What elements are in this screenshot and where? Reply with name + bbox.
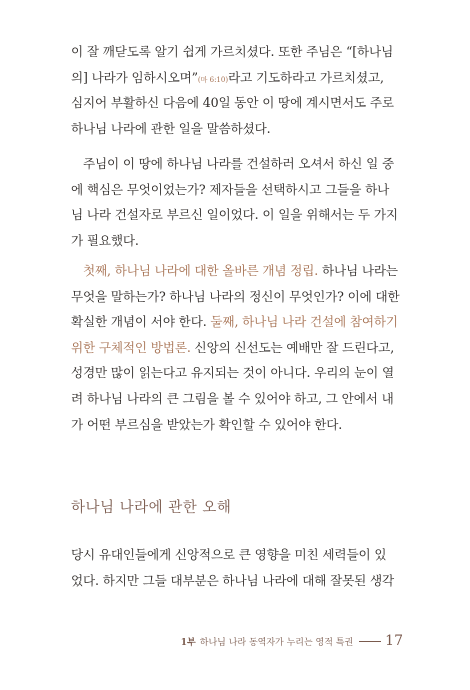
text-run: 신앙의 신선도는 예배만 잘 드린다고, bbox=[190, 339, 395, 355]
text-run: 의] 나라가 임하시오며” bbox=[71, 69, 198, 85]
text-line: 었다. 하지만 그들 대부분은 하나님 나라에 대해 잘못된 생각 bbox=[71, 572, 395, 588]
page-footer bbox=[181, 633, 403, 649]
paragraph-3 bbox=[71, 258, 403, 437]
footer-rule bbox=[359, 641, 381, 642]
text-line bbox=[71, 65, 403, 91]
paragraph-4 bbox=[71, 542, 403, 593]
text-line bbox=[71, 335, 403, 361]
text-line: 심지어 부활하신 다음에 40일 동안 이 땅에 계시면서도 주로 bbox=[71, 95, 394, 111]
section-heading: 하나님 나라에 관한 오해 bbox=[71, 500, 232, 516]
text-line: 님 나라 건설자로 부르신 일이었다. 이 일을 위해서는 두 가지 bbox=[71, 207, 398, 223]
highlight-second-point: 둘째, 하나님 나라 건설에 참여하기 bbox=[210, 314, 398, 330]
text-line: 에 핵심은 무엇이었는가? 제자들을 선택하시고 그들을 하나 bbox=[71, 181, 390, 197]
text-line: 하나님 나라에 관한 일을 말씀하셨다. bbox=[71, 120, 271, 136]
page-number: 17 bbox=[385, 633, 403, 649]
text-line bbox=[71, 258, 403, 284]
highlight-first-point: 첫째, 하나님 나라에 대한 올바른 개념 정립. bbox=[83, 263, 319, 278]
text-run: 하나님 나라는 bbox=[318, 263, 398, 278]
text-line: 이 잘 깨닫도록 알기 쉽게 가르치셨다. 또한 주님은 “[하나님 bbox=[71, 44, 394, 59]
scripture-reference: (마 6:10) bbox=[197, 75, 229, 84]
text-line: 성경만 많이 읽는다고 유지되는 것이 아니다. 우리의 눈이 열 bbox=[71, 365, 395, 381]
text-line: 주님이 이 땅에 하나님 나라를 건설하러 오셔서 하신 일 중 bbox=[83, 156, 395, 171]
text-run: 라고 기도하라고 가르치셨고, bbox=[228, 69, 384, 85]
paragraph-1 bbox=[71, 39, 403, 141]
text-line: 려 하나님 나라의 큰 그림을 볼 수 있어야 하고, 그 안에서 내 bbox=[71, 390, 394, 406]
highlight-second-point-cont: 위한 구체적인 방법론. bbox=[71, 339, 191, 355]
text-line: 당시 유대인들에게 신앙적으로 큰 영향을 미친 세력들이 있 bbox=[71, 547, 387, 562]
text-line: 가 필요했다. bbox=[71, 232, 139, 248]
text-line: 무엇을 말하는가? 하나님 나라의 정신이 무엇인가? 이에 대한 bbox=[71, 288, 400, 304]
footer-running-title: 하나님 나라 동역자가 누리는 영적 특권 bbox=[199, 637, 354, 648]
text-line bbox=[71, 309, 403, 335]
text-line: 가 어떤 부르심을 받았는가 확인할 수 있어야 한다. bbox=[71, 416, 343, 432]
footer-part-label: 1부 bbox=[180, 637, 196, 648]
text-run: 확실한 개념이 서야 한다. bbox=[71, 314, 211, 330]
paragraph-2 bbox=[71, 151, 403, 253]
